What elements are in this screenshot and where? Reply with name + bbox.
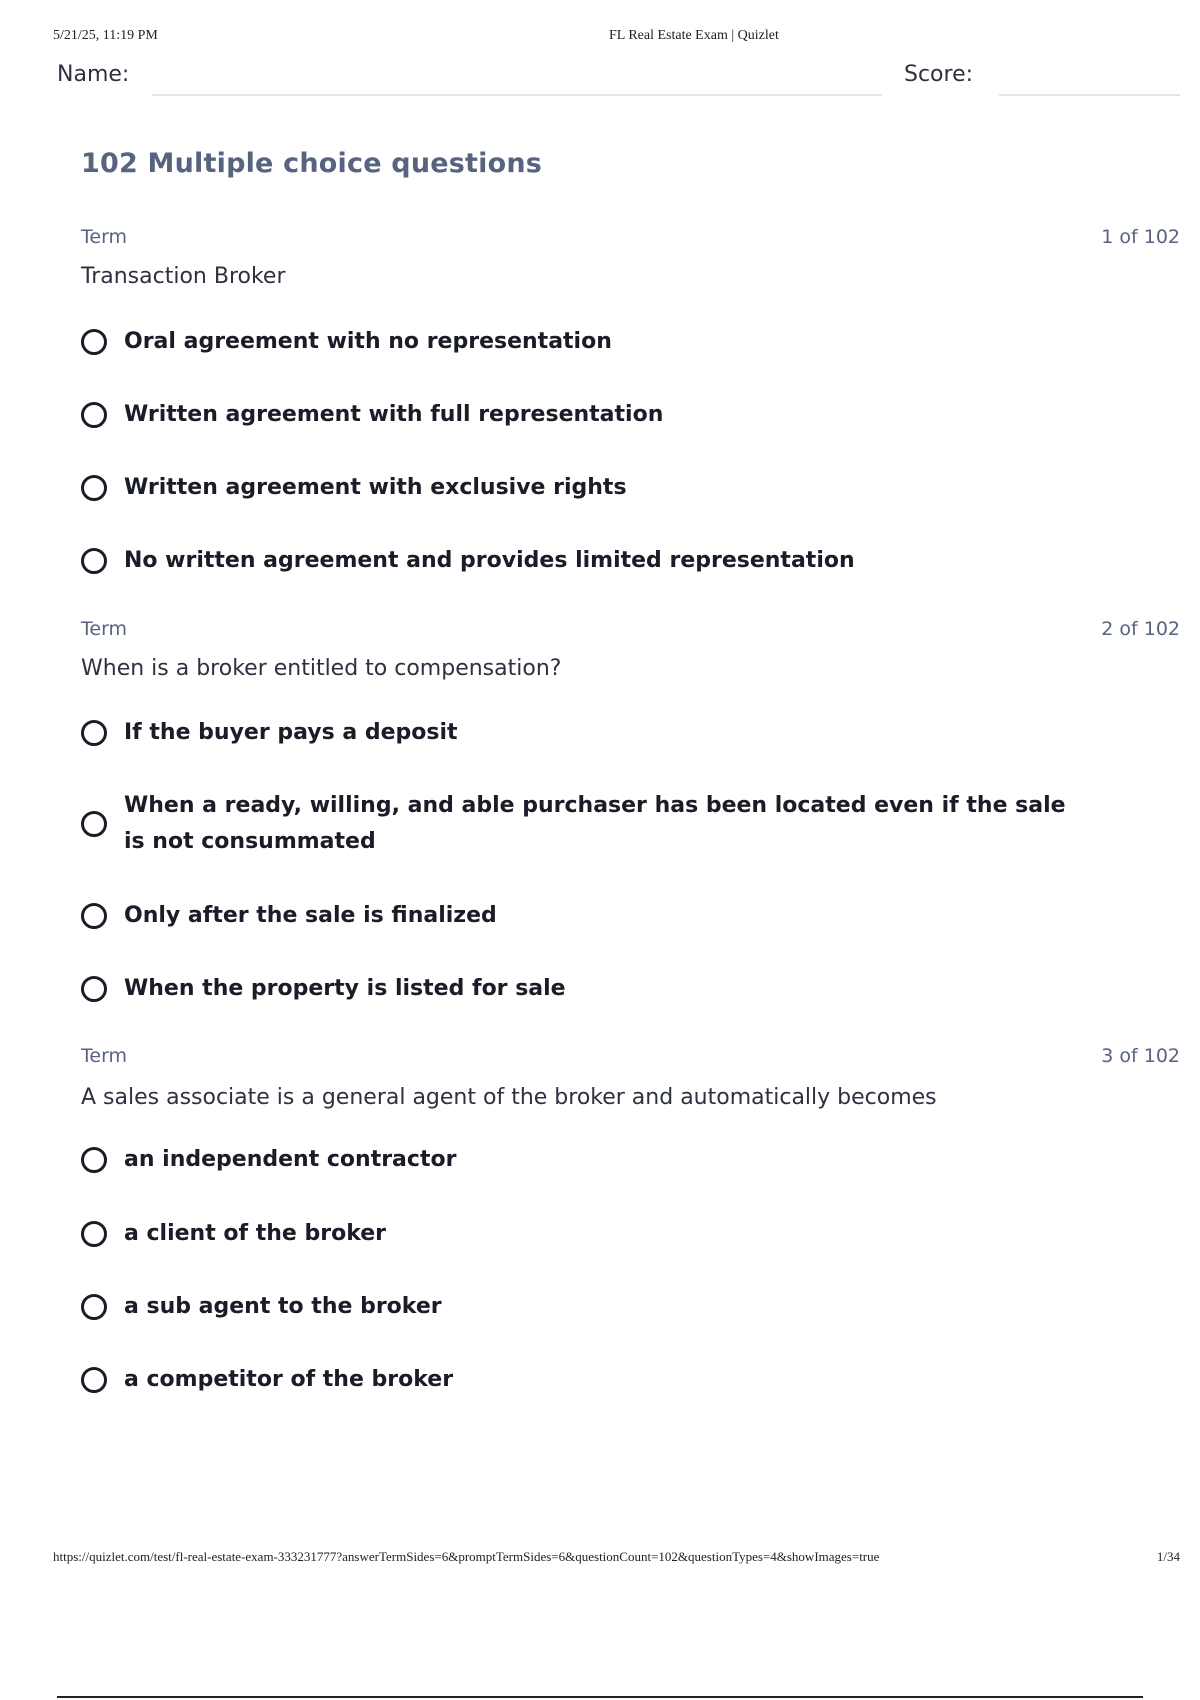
radio-button[interactable] bbox=[81, 1367, 107, 1393]
question-prompt: When is a broker entitled to compensation? bbox=[81, 656, 562, 681]
radio-button[interactable] bbox=[81, 1221, 107, 1247]
answer-option[interactable] bbox=[81, 898, 1081, 934]
radio-button[interactable] bbox=[81, 903, 107, 929]
answer-option[interactable] bbox=[81, 788, 1081, 860]
radio-button[interactable] bbox=[81, 402, 107, 428]
answer-option[interactable] bbox=[81, 1362, 1081, 1398]
option-label: a sub agent to the broker bbox=[124, 1294, 442, 1319]
name-score-row bbox=[57, 62, 1180, 102]
question-counter: 2 of 102 bbox=[1101, 618, 1180, 640]
option-label: Written agreement with full representation bbox=[124, 402, 664, 427]
answer-option[interactable] bbox=[81, 397, 1081, 433]
option-label: Only after the sale is finalized bbox=[124, 903, 497, 928]
radio-button[interactable] bbox=[81, 329, 107, 355]
term-label: Term bbox=[81, 226, 128, 248]
print-footer bbox=[53, 1549, 1180, 1569]
radio-button[interactable] bbox=[81, 1294, 107, 1320]
term-label: Term bbox=[81, 618, 128, 640]
score-field[interactable] bbox=[999, 94, 1180, 96]
print-header bbox=[53, 28, 1160, 48]
radio-button[interactable] bbox=[81, 475, 107, 501]
option-label: No written agreement and provides limited representation bbox=[124, 548, 855, 573]
score-label: Score: bbox=[904, 62, 974, 87]
option-label: If the buyer pays a deposit bbox=[124, 720, 458, 745]
question-counter: 3 of 102 bbox=[1101, 1045, 1180, 1067]
option-label: an independent contractor bbox=[124, 1147, 457, 1172]
answer-option[interactable] bbox=[81, 1216, 1081, 1252]
question-prompt: A sales associate is a general agent of the broker and automatically becomes bbox=[81, 1085, 937, 1110]
term-label: Term bbox=[81, 1045, 128, 1067]
question-counter: 1 of 102 bbox=[1101, 226, 1180, 248]
print-datetime: 5/21/25, 11:19 PM bbox=[53, 28, 158, 43]
radio-button[interactable] bbox=[81, 720, 107, 746]
question-prompt: Transaction Broker bbox=[81, 264, 286, 289]
page-url: https://quizlet.com/test/fl-real-estate-exam-333231777?answerTermSides=6&promptTermSides=6&questionCount=102&questionTypes=4&showImages=true bbox=[53, 1549, 880, 1564]
divider bbox=[57, 1696, 1143, 1698]
option-label: When a ready, willing, and able purchaser has been located even if the sale is not consummated bbox=[124, 793, 1066, 854]
radio-button[interactable] bbox=[81, 1147, 107, 1173]
answer-option[interactable] bbox=[81, 1289, 1081, 1325]
answer-option[interactable] bbox=[81, 543, 1081, 579]
answer-option[interactable] bbox=[81, 324, 1081, 360]
radio-button[interactable] bbox=[81, 811, 107, 837]
radio-button[interactable] bbox=[81, 976, 107, 1002]
answer-option[interactable] bbox=[81, 971, 1081, 1007]
option-label: Written agreement with exclusive rights bbox=[124, 475, 627, 500]
section-title: 102 Multiple choice questions bbox=[81, 148, 543, 179]
option-label: a competitor of the broker bbox=[124, 1367, 454, 1392]
name-field[interactable] bbox=[152, 94, 882, 96]
page-number: 1/34 bbox=[1156, 1549, 1180, 1564]
option-label: When the property is listed for sale bbox=[124, 976, 566, 1001]
radio-button[interactable] bbox=[81, 548, 107, 574]
name-label: Name: bbox=[57, 62, 130, 87]
answer-option[interactable] bbox=[81, 470, 1081, 506]
print-page-title: FL Real Estate Exam | Quizlet bbox=[609, 28, 779, 43]
option-label: Oral agreement with no representation bbox=[124, 329, 612, 354]
option-label: a client of the broker bbox=[124, 1221, 387, 1246]
answer-option[interactable] bbox=[81, 715, 1081, 751]
answer-option[interactable] bbox=[81, 1142, 1081, 1178]
